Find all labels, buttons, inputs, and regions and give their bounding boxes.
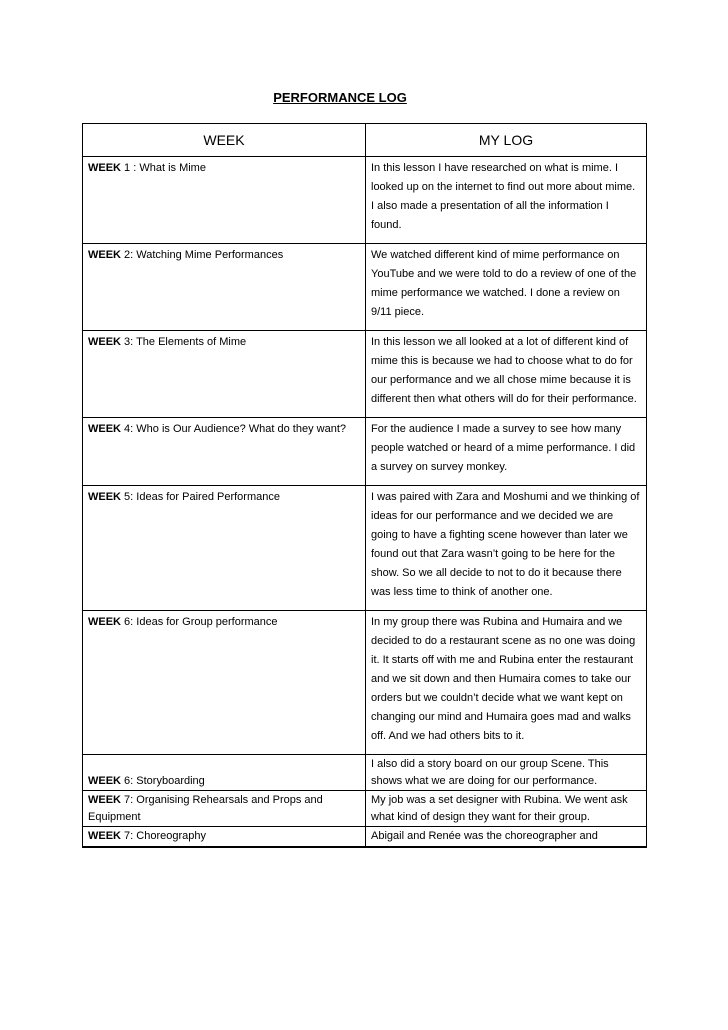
log-cell: In my group there was Rubina and Humaira and we decided to do a restaurant scene as no one was doing it. It starts off with me and Rubina enter the restaurant and we sit down and then Humaira comes to take our orders but we couldn’t decide what we want kept on changing our mind and Humaira goes mad and walks off. And we had others bits to it. xyxy=(366,611,647,755)
week-topic: 6: Ideas for Group performance xyxy=(121,616,278,628)
week-cell xyxy=(83,755,366,791)
week-label: WEEK xyxy=(88,162,121,174)
log-cell: In this lesson I have researched on what is mime. I looked up on the internet to find out more about mime. I also made a presentation of all the information I found. xyxy=(366,157,647,244)
week-topic: 7: Organising Rehearsals and Props and Equipment xyxy=(88,794,323,823)
week-label: WEEK xyxy=(88,491,121,503)
log-cell: For the audience I made a survey to see how many people watched or heard of a mime performance. I did a survey on survey monkey. xyxy=(366,418,647,486)
table-row xyxy=(83,418,647,486)
table-row xyxy=(83,157,647,244)
week-cell xyxy=(83,611,366,755)
week-topic: 6: Storyboarding xyxy=(121,774,205,787)
table-row xyxy=(83,244,647,331)
log-column-header: MY LOG xyxy=(366,124,647,157)
table-row xyxy=(83,611,647,755)
week-cell xyxy=(83,418,366,486)
log-cell: We watched different kind of mime performance on YouTube and we were told to do a review of one of the mime performance we watched. I done a review on 9/11 piece. xyxy=(366,244,647,331)
page-title: PERFORMANCE LOG xyxy=(273,90,407,105)
performance-log-table xyxy=(82,123,647,848)
week-label: WEEK xyxy=(88,794,121,806)
log-cell: I was paired with Zara and Moshumi and we thinking of ideas for our performance and we decided we are going to have a fighting scene however than later we found out that Zara wasn’t going to be here for the show. So we all decide to not to do it because there was less time to think of another one. xyxy=(366,486,647,611)
week-cell xyxy=(83,791,366,827)
table-row xyxy=(83,791,647,827)
week-cell xyxy=(83,244,366,331)
week-cell xyxy=(83,486,366,611)
log-cell: I also did a story board on our group Scene. This shows what we are doing for our performance. xyxy=(366,755,647,791)
week-topic: 1 : What is Mime xyxy=(121,162,206,174)
week-label: WEEK xyxy=(88,423,121,435)
log-cell: Abigail and Renée was the choreographer and xyxy=(366,827,647,847)
week-label: WEEK xyxy=(88,249,121,261)
week-label: WEEK xyxy=(88,336,121,348)
log-cell: My job was a set designer with Rubina. We went ask what kind of design they want for their group. xyxy=(366,791,647,827)
week-topic: 7: Choreography xyxy=(121,830,206,842)
table-header-row xyxy=(83,124,647,157)
week-label: WEEK xyxy=(88,830,121,842)
table-row xyxy=(83,755,647,791)
week-cell xyxy=(83,331,366,418)
table-row xyxy=(83,331,647,418)
week-topic: 5: Ideas for Paired Performance xyxy=(121,491,280,503)
week-cell xyxy=(83,157,366,244)
week-label: WEEK xyxy=(88,616,121,628)
week-topic: 2: Watching Mime Performances xyxy=(121,249,284,261)
week-column-header: WEEK xyxy=(83,124,366,157)
log-cell: In this lesson we all looked at a lot of different kind of mime this is because we had to choose what to do for our performance and we all chose mime because it is different then what others will do for their performance. xyxy=(366,331,647,418)
table-row xyxy=(83,486,647,611)
table-row xyxy=(83,827,647,847)
week-cell xyxy=(83,827,366,847)
week-topic: 3: The Elements of Mime xyxy=(121,336,247,348)
week-topic: 4: Who is Our Audience? What do they want? xyxy=(121,423,347,435)
week-label: WEEK xyxy=(88,774,121,787)
